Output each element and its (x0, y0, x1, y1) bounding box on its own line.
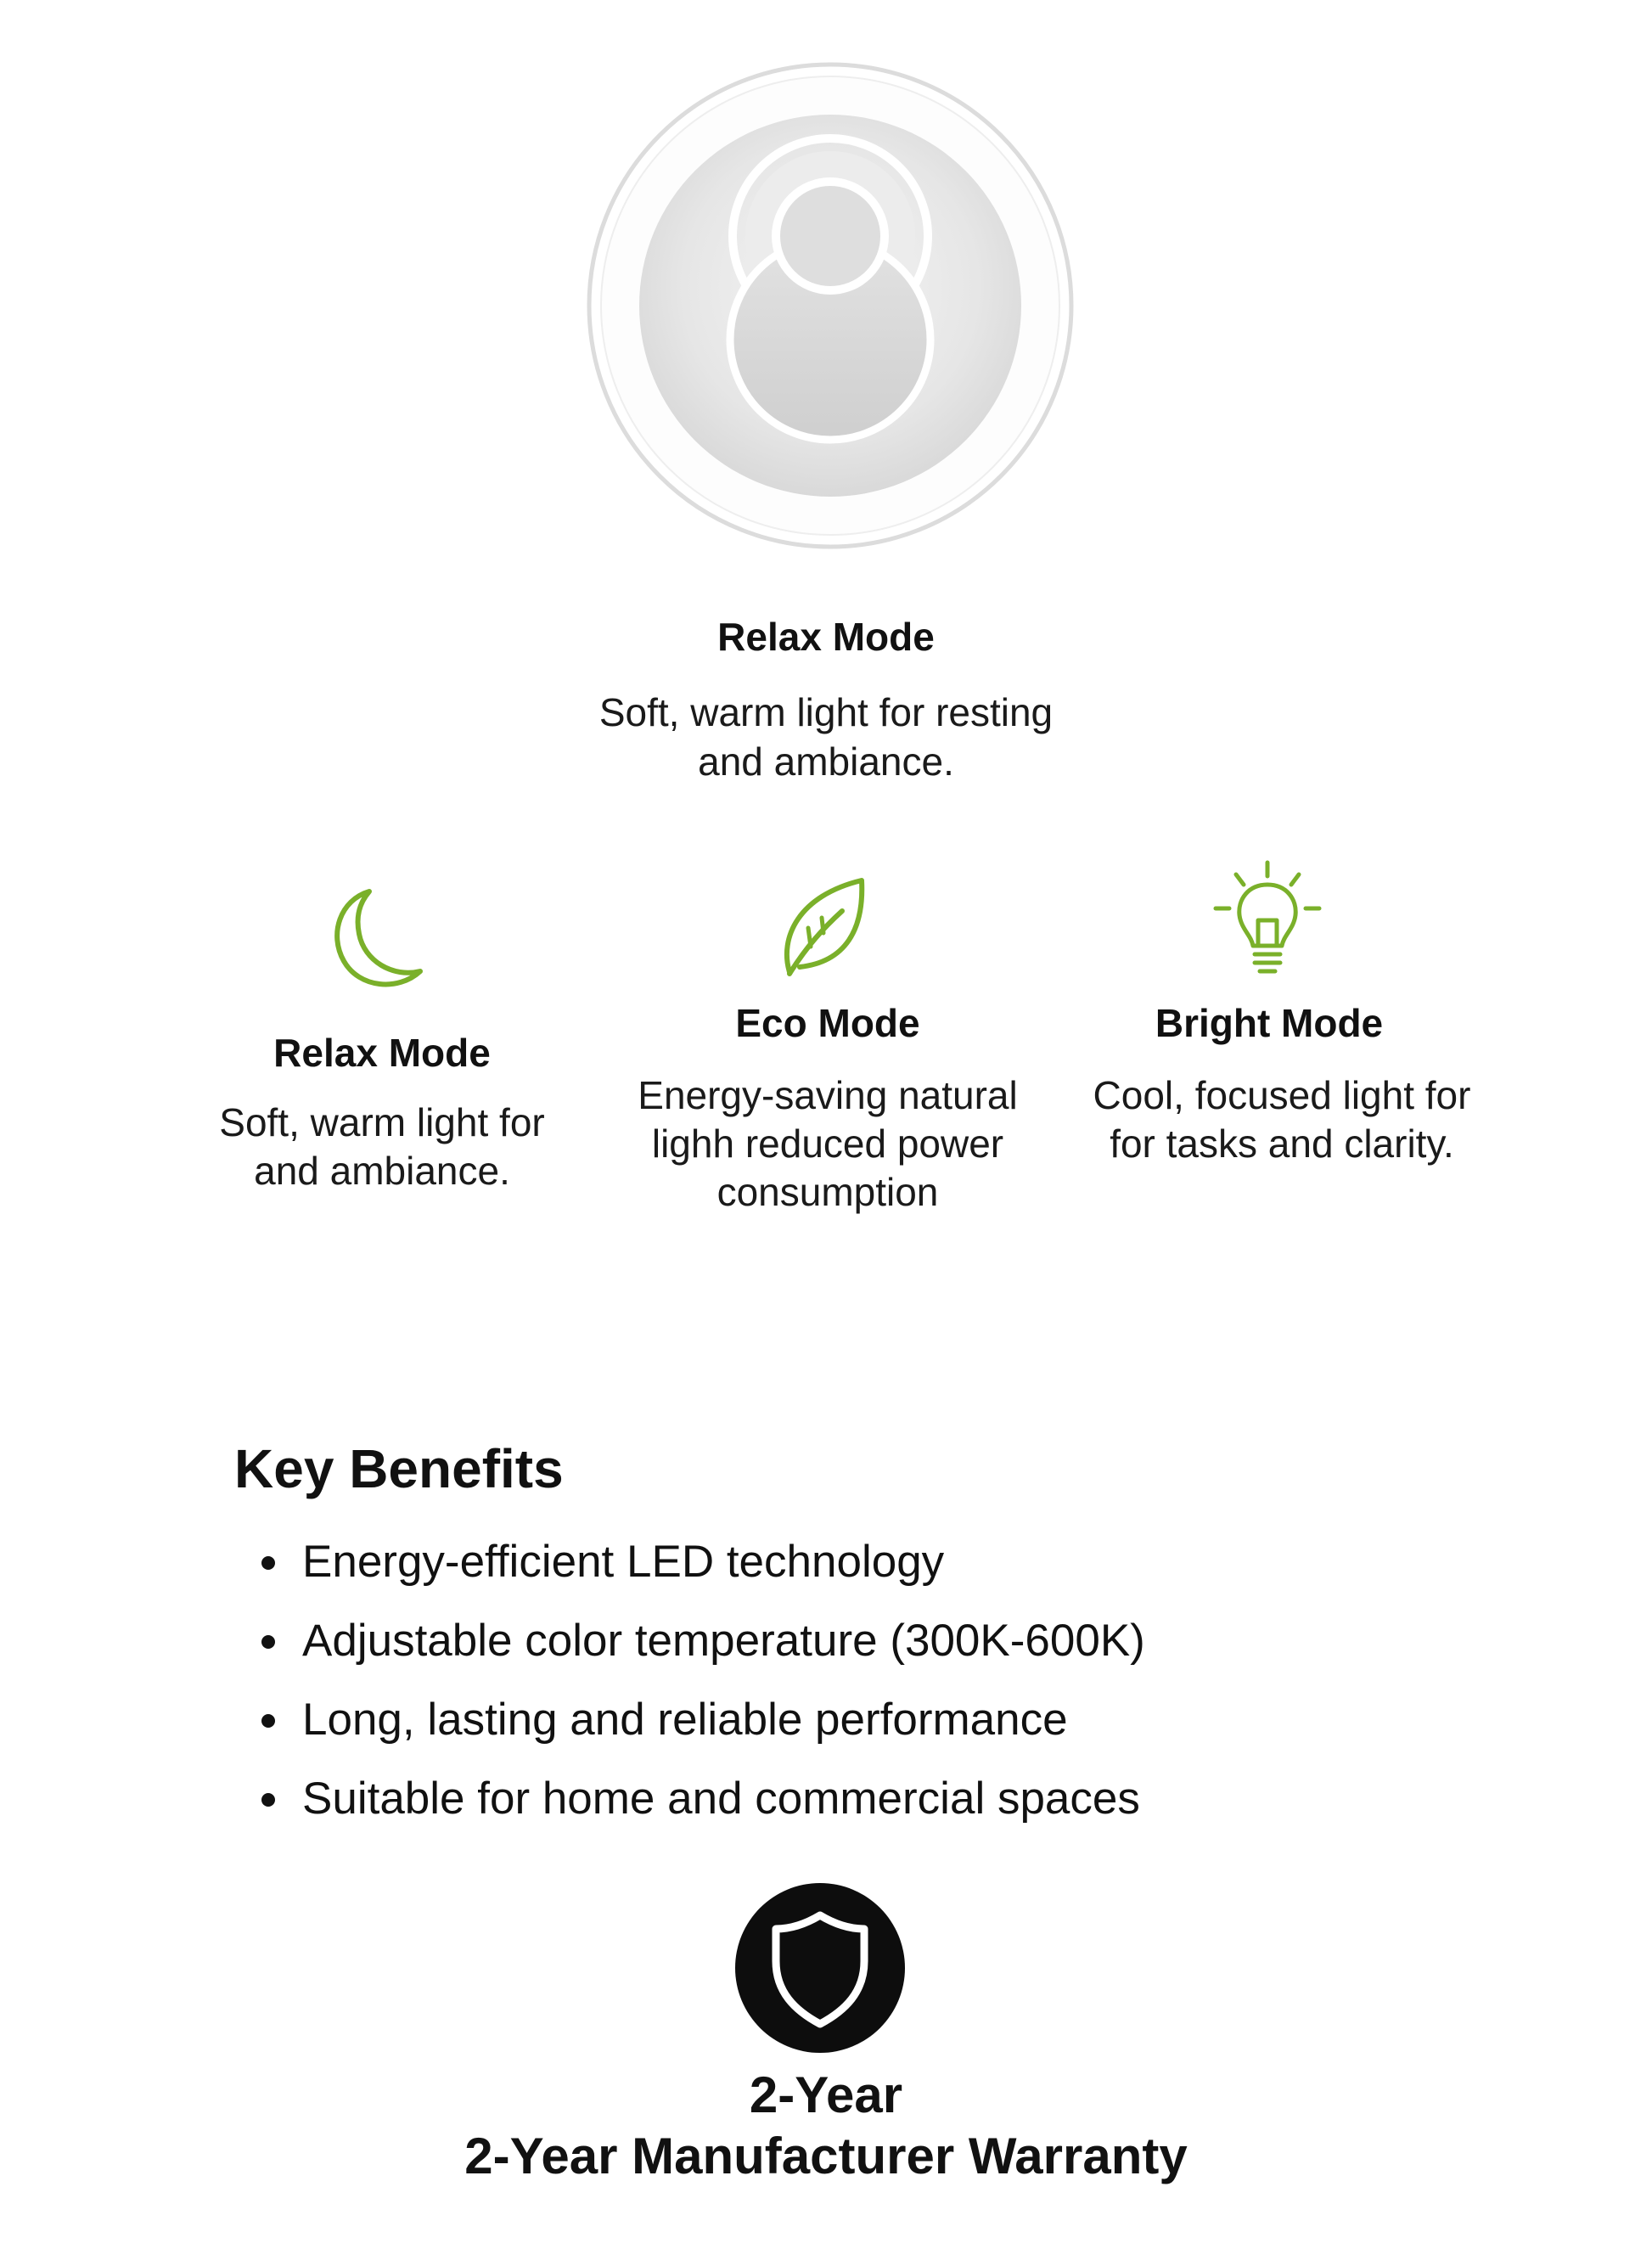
warranty-subtitle: 2-Year Manufacturer Warranty (464, 2128, 1188, 2184)
benefits-heading: Key Benefits (234, 1438, 564, 1499)
mode-desc-line: Energy-saving natural (638, 1073, 1018, 1117)
hero-mode-desc-line: Soft, warm light for resting (598, 690, 1054, 734)
mode-desc-line: Soft, warm light for (219, 1100, 545, 1144)
light-bulb-icon (1204, 857, 1331, 985)
mode-desc-line: for tasks and clarity. (1110, 1122, 1454, 1166)
list-item: Long, lasting and reliable performance (255, 1680, 1145, 1759)
shield-icon (735, 1883, 905, 2053)
mode-desc-bright (1057, 1071, 1507, 1168)
mode-desc-line: Cool, focused light for (1093, 1073, 1471, 1117)
mode-title-eco: Eco Mode (735, 1001, 920, 1045)
mode-title-relax: Relax Mode (273, 1031, 491, 1075)
mode-desc-eco (615, 1071, 1040, 1217)
benefits-list (255, 1522, 1145, 1838)
mode-title-bright: Bright Mode (1155, 1001, 1384, 1045)
mode-desc-line: and ambiance. (254, 1149, 510, 1193)
mode-desc-relax (170, 1099, 594, 1195)
list-item: Energy-efficient LED technology (255, 1522, 1145, 1601)
list-item: Suitable for home and commercial spaces (255, 1759, 1145, 1838)
hero-mode-desc-line: and ambiance. (698, 739, 954, 784)
mode-desc-line: lighh reduced power (651, 1122, 1004, 1166)
hero-mode-description (486, 688, 1166, 786)
list-item: Adjustable color temperature (300K-600K) (255, 1601, 1145, 1680)
hero-mode-title: Relax Mode (717, 615, 935, 659)
warranty-title: 2-Year (749, 2066, 903, 2123)
mode-desc-line: consumption (716, 1170, 939, 1214)
leaf-icon (764, 862, 891, 989)
moon-icon (317, 874, 444, 1002)
round-led-ceiling-light-image (584, 59, 1076, 552)
